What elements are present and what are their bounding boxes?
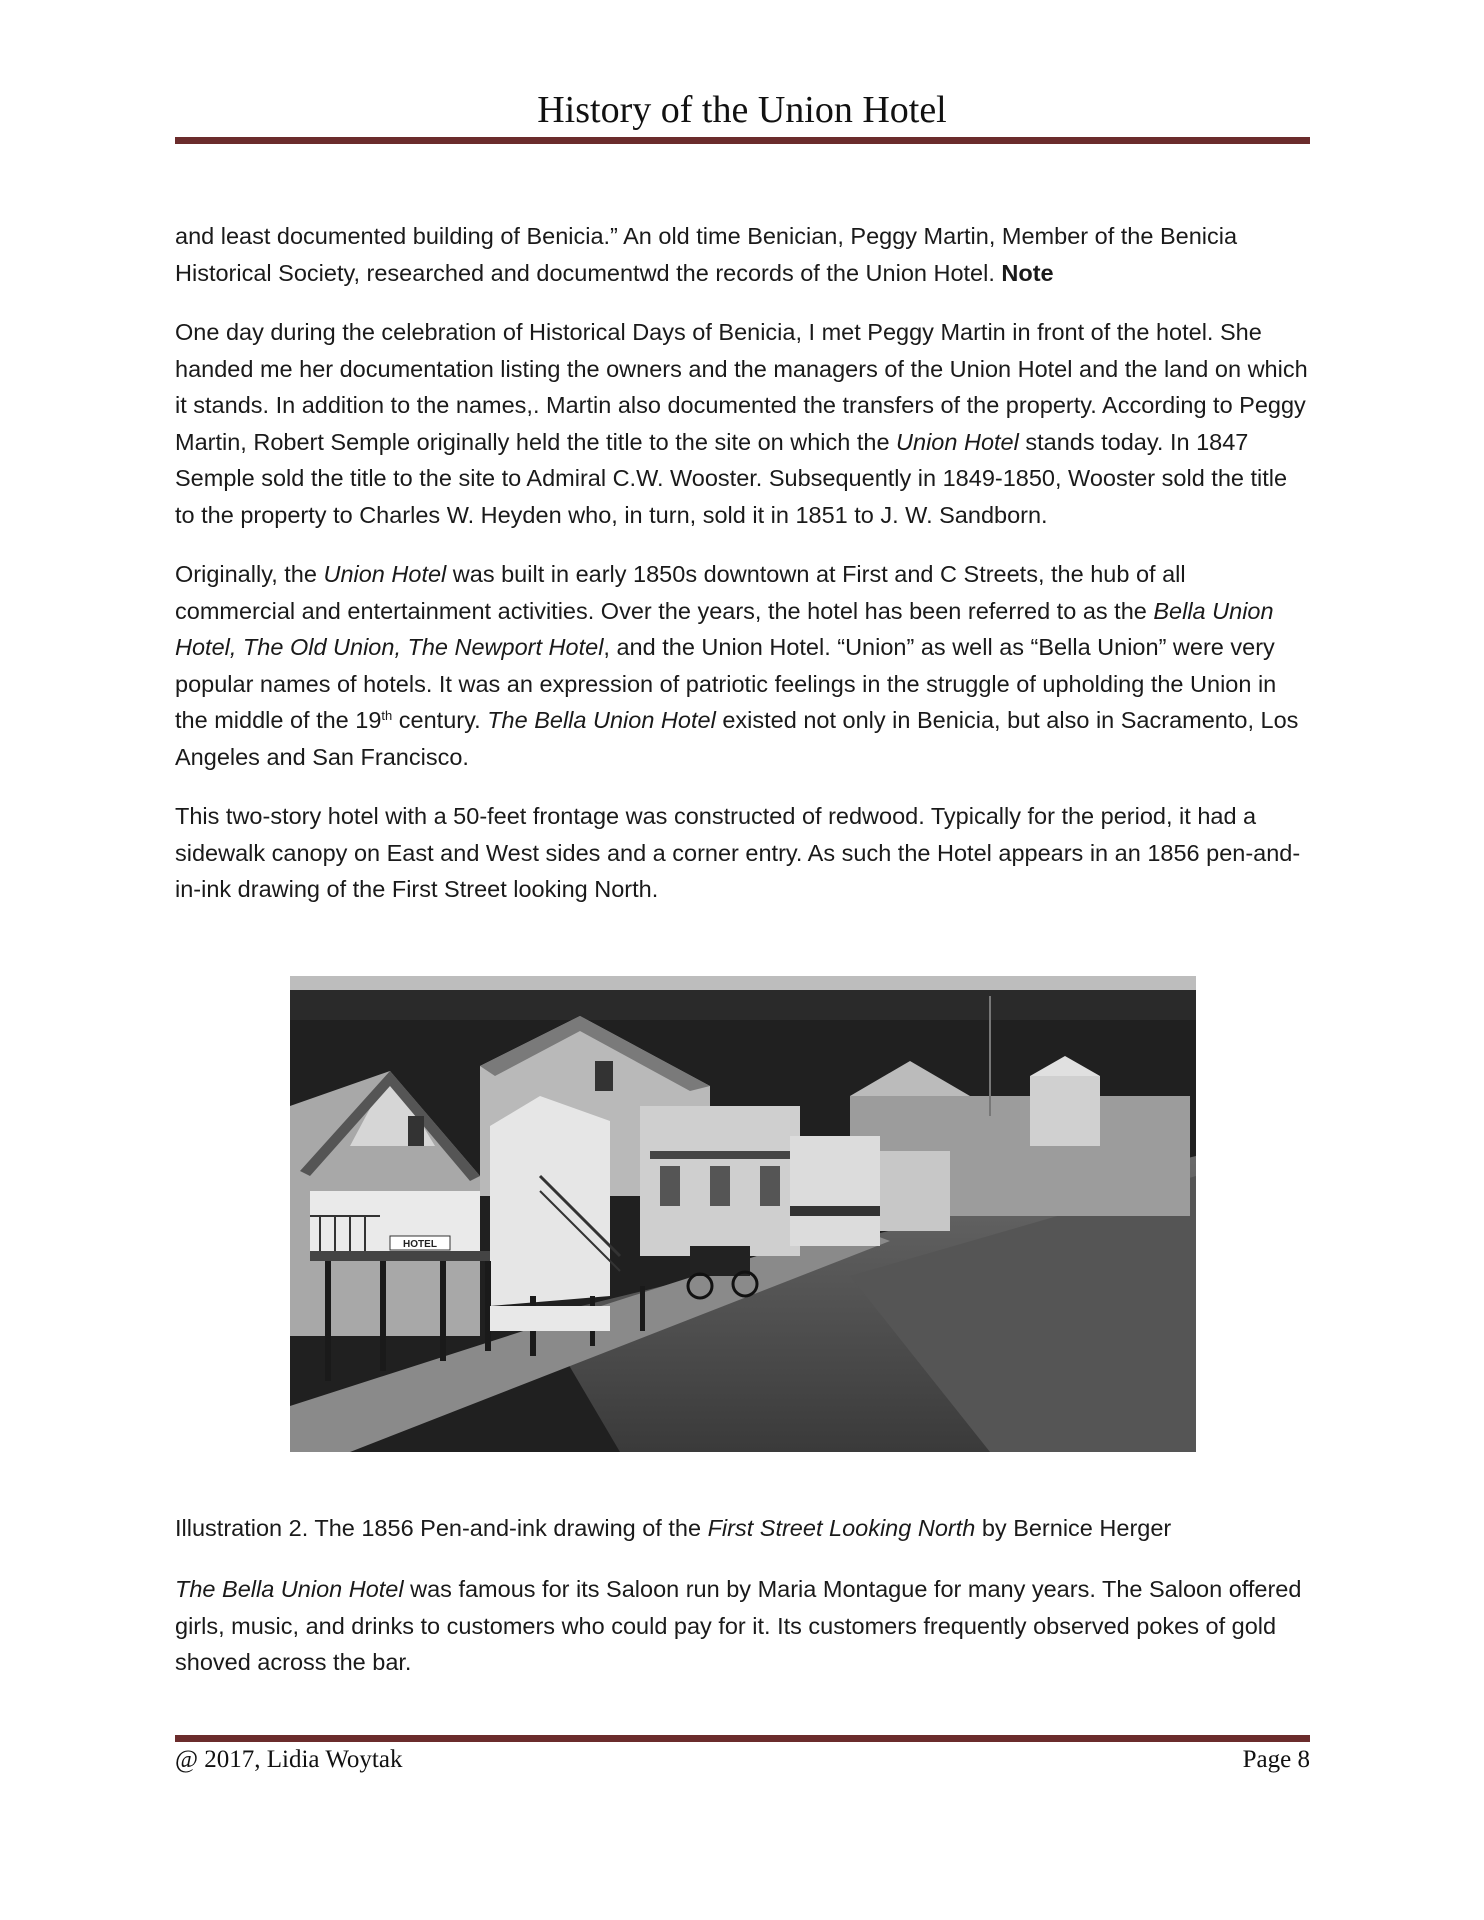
hotel-sign: HOTEL: [403, 1239, 437, 1250]
page-number: Page 8: [1242, 1746, 1310, 1773]
footer-copyright: @ 2017, Lidia Woytak: [175, 1746, 403, 1773]
paragraph-2: One day during the celebration of Historical Days of Benicia, I met Peggy Martin in front of the hotel. She handed me her documentation listing the owners and the managers of the Union Hotel and the land on which it stands. In addition to the names,. Martin also documented the transfers of the property. According to Peggy Martin, Robert Semple originally held the title to the site on which the Union Hotel stands today. In 1847 Semple sold the title to the site to Admiral C.W. Wooster. Subsequently in 1849-1850, Wooster sold the title to the property to Charles W. Heyden who, in turn, sold it in 1851 to J. W. Sandborn.: [175, 319, 1308, 528]
page-header-title: History of the Union Hotel: [537, 89, 947, 131]
closing-paragraph: The Bella Union Hotel was famous for its Saloon run by Maria Montague for many years. The Saloon offered girls, music, and drinks to customers who could pay for it. Its customers frequently observed pokes of gold shoved across the bar.: [175, 1576, 1302, 1675]
body-text: [175, 218, 1310, 931]
figure-caption: Illustration 2. The 1856 Pen-and-ink drawing of the First Street Looking North by Bernice Herger: [175, 1515, 1172, 1541]
footer-divider: [175, 1735, 1310, 1742]
paragraph-3: Originally, the Union Hotel was built in early 1850s downtown at First and C Streets, the hub of all commercial and entertainment activities. Over the years, the hotel has been referred to as the Bella Union Hotel, The Old Union, The Newport Hotel, and the Union Hotel. “Union” as well as “Bella Union” were very popular names of hotels. It was an expression of patriotic feelings in the struggle of upholding the Union in the middle of the 19th century. The Bella Union Hotel existed not only in Benicia, but also in Sacramento, Los Angeles and San Francisco.: [175, 561, 1299, 770]
first-street-drawing: [290, 976, 1196, 1452]
header-divider: [175, 137, 1310, 144]
paragraph-4: This two-story hotel with a 50-feet frontage was constructed of redwood. Typically for the period, it had a sidewalk canopy on East and West sides and a corner entry. As such the Hotel appears in an 1856 pen-and-in-ink drawing of the First Street looking North.: [175, 803, 1301, 902]
note-label: Note: [1001, 259, 1054, 286]
paragraph-1: and least documented building of Benicia.” An old time Benician, Peggy Martin, Member of the Benicia Historical Society, researched and documentwd the records of the Union Hotel. Note: [175, 223, 1238, 286]
